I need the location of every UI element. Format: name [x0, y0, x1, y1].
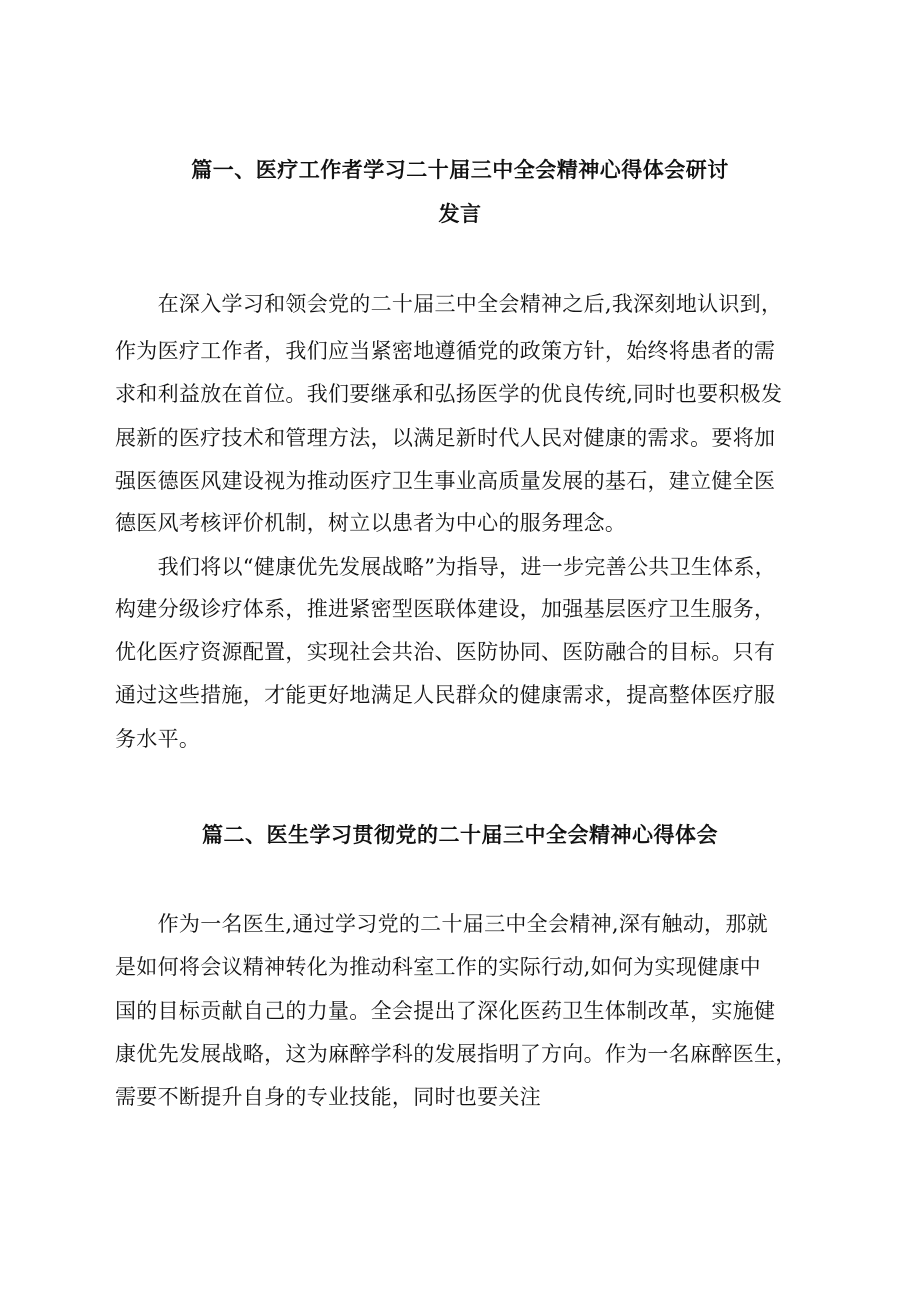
section-1-line: 构建分级诊疗体系，推进紧密型医联体建设，加强基层医疗卫生服务， — [115, 597, 776, 621]
section-1-line: 德医风考核评价机制，树立以患者为中心的服务理念。 — [115, 511, 627, 535]
section-1-line: 求和利益放在首位。我们要继承和弘扬医学的优良传统,同时也要积极发 — [115, 382, 783, 406]
section-2-line: 作为一名医生,通过学习党的二十届三中全会精神,深有触动，那就 — [115, 912, 768, 936]
section-1-line: 展新的医疗技术和管理方法，以满足新时代人民对健康的需求。要将加 — [115, 426, 776, 450]
section-1-line: 优化医疗资源配置，实现社会共治、医防协同、医防融合的目标。只有 — [115, 640, 776, 664]
section-1-line: 我们将以“健康优先发展战略”为指导，进一步完善公共卫生体系， — [115, 555, 777, 579]
section-1-line: 在深入学习和领会党的二十届三中全会精神之后,我深刻地认识到， — [115, 292, 783, 316]
section-2-line: 国的目标贡献自己的力量。全会提出了深化医药卫生体制改革，实施健 — [115, 999, 776, 1023]
section-1-line: 通过这些措施，才能更好地满足人民群众的健康需求，提高整体医疗服 — [115, 683, 776, 707]
section-1-line: 作为医疗工作者，我们应当紧密地遵循党的政策方针，始终将患者的需 — [115, 339, 776, 363]
section-2-line: 康优先发展战略，这为麻醉学科的发展指明了方向。作为一名麻醉医生， — [115, 1042, 797, 1066]
section-2-line: 是如何将会议精神转化为推动科室工作的实际行动,如何为实现健康中 — [115, 955, 761, 979]
section-2-title — [0, 813, 920, 857]
section-1-line: 强医德医风建设视为推动医疗卫生事业高质量发展的基石，建立健全医 — [115, 469, 776, 493]
section-1-line: 务水平。 — [115, 727, 201, 751]
section-1-title — [0, 148, 920, 236]
section-1-title-line-1: 篇一、医疗工作者学习二十届三中全会精神心得体会研讨 — [191, 157, 729, 182]
section-1-title-line-2: 发言 — [438, 201, 482, 226]
section-2-line: 需要不断提升自身的专业技能，同时也要关注 — [115, 1085, 541, 1109]
section-2-title-text: 篇二、医生学习贯彻党的二十届三中全会精神心得体会 — [202, 822, 718, 847]
